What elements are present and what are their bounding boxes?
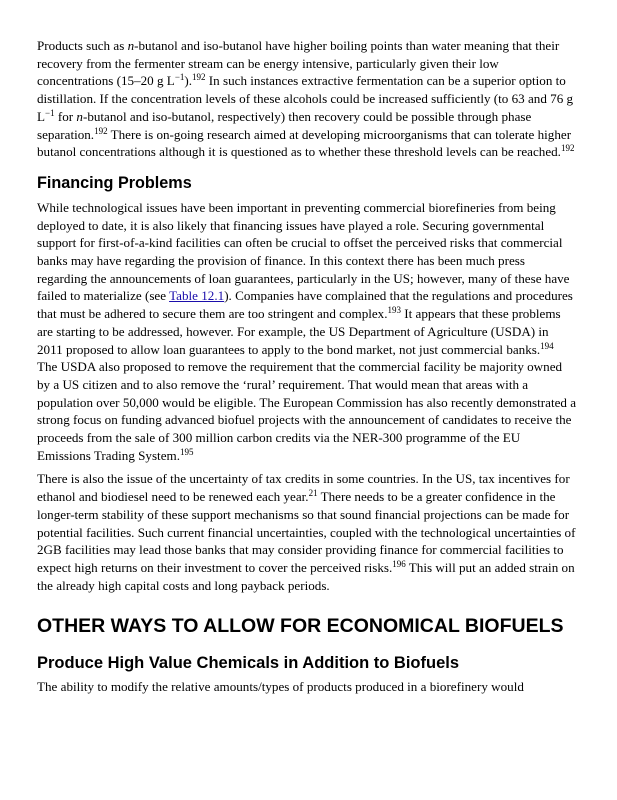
- text: This will put an added strain on the already high capital costs and long payback periods.: [37, 559, 575, 593]
- heading-other-ways: OTHER WAYS TO ALLOW FOR ECONOMICAL BIOFUELS: [37, 615, 564, 638]
- footnote-ref-196[interactable]: 196: [392, 558, 406, 569]
- paragraph-tax-credits: [37, 470, 577, 594]
- text: for: [54, 108, 77, 124]
- text: The ability to modify the relative amounts/types of products produced in a biorefinery would: [37, 679, 524, 695]
- superscript-exponent: −1: [174, 72, 185, 83]
- text: -butanol and iso-butanol have higher boiling points than water meaning that their recovery from the fermenter stream can be energy intensive, particularly given their low concentrations (15–20 g L: [37, 38, 560, 89]
- text: It appears that these problems are starting to be addressed, however. For example, the US Department of Agriculture (USDA) in 2011 proposed to allow loan guarantees to apply to the bond market, not just commercial banks.: [37, 306, 561, 357]
- footnote-ref-192[interactable]: 192: [94, 125, 108, 136]
- paragraph-financing: [37, 199, 577, 465]
- text: -butanol and iso-butanol, respectively) then recovery could be possible through phase separation.: [37, 108, 532, 142]
- table-12-1-link[interactable]: Table 12.1: [169, 288, 225, 304]
- footnote-ref-192[interactable]: 192: [192, 72, 206, 83]
- text: There is also the issue of the uncertainty of tax credits in some countries. In the US, tax incentives for ethanol and biodiesel need to be renewed each year.: [37, 471, 570, 505]
- footnote-ref-195[interactable]: 195: [179, 446, 194, 457]
- footnote-ref-192[interactable]: 192: [560, 143, 575, 154]
- text: There needs to be a greater confidence in the longer-term stability of these support mechanisms so that sound financial projections can be made for potential facilities. Such current financial uncertainties, coupled with the technological uncertainties of 2GB facilities may lead those banks that may consider providing finance for commercial facilities to expect high returns on their investment to cover the perceived risks.: [37, 489, 576, 575]
- text: There is on-going research aimed at developing microorganisms that can tolerate higher butanol concentrations although it is questioned as to whether these threshold levels can be reached.: [37, 126, 572, 160]
- text: In such instances extractive fermentation can be a superior option to distillation. If the concentration levels of these alcohols could be increased sufficiently (to 63 and 76 g L: [37, 73, 574, 124]
- italic-n: n: [127, 38, 135, 53]
- text: ). Companies have complained that the regulations and procedures that must be adhered to secure them are too stringent and complex.: [37, 288, 573, 322]
- text: The USDA also proposed to remove the requirement that the commercial facility be majority owned by a US citizen and to also remove the ‘rural’ requirement. That would mean that areas with a population over 50,000 would be eligible. The European Commission has also recently demonstrated a strong focus on funding advanced biofuel projects with the announcement of candidates to receive the proceeds from the sale of 300 million carbon credits via the NER-300 programme of the EU Emissions Trading System.: [37, 359, 577, 463]
- footnote-ref-194[interactable]: 194: [540, 340, 554, 351]
- paragraph-butanol-recovery: [37, 37, 577, 161]
- superscript-exponent: −1: [45, 107, 55, 118]
- heading-high-value-chemicals: Produce High Value Chemicals in Addition to Biofuels: [37, 654, 460, 673]
- heading-financing-problems: Financing Problems: [37, 173, 192, 192]
- footnote-ref-193[interactable]: 193: [387, 305, 402, 316]
- paragraph-modify-products: [37, 678, 577, 696]
- text: While technological issues have been important in preventing commercial biorefineries from being deployed to date, it is also likely that financing issues have played a role. Securing governmental support for first-of-a-kind facilities can often be crucial to offset the perceived risks that commercial banks may have regarding the provision of finance. In this context there has been much press regarding the announcements of loan guarantees, particularly in the US; however, many of these have failed to materialize (see: [37, 199, 570, 304]
- footnote-ref-21[interactable]: 21: [308, 488, 318, 499]
- italic-n: n: [76, 108, 83, 124]
- text: ).: [184, 73, 193, 89]
- text: Products such as: [37, 38, 128, 53]
